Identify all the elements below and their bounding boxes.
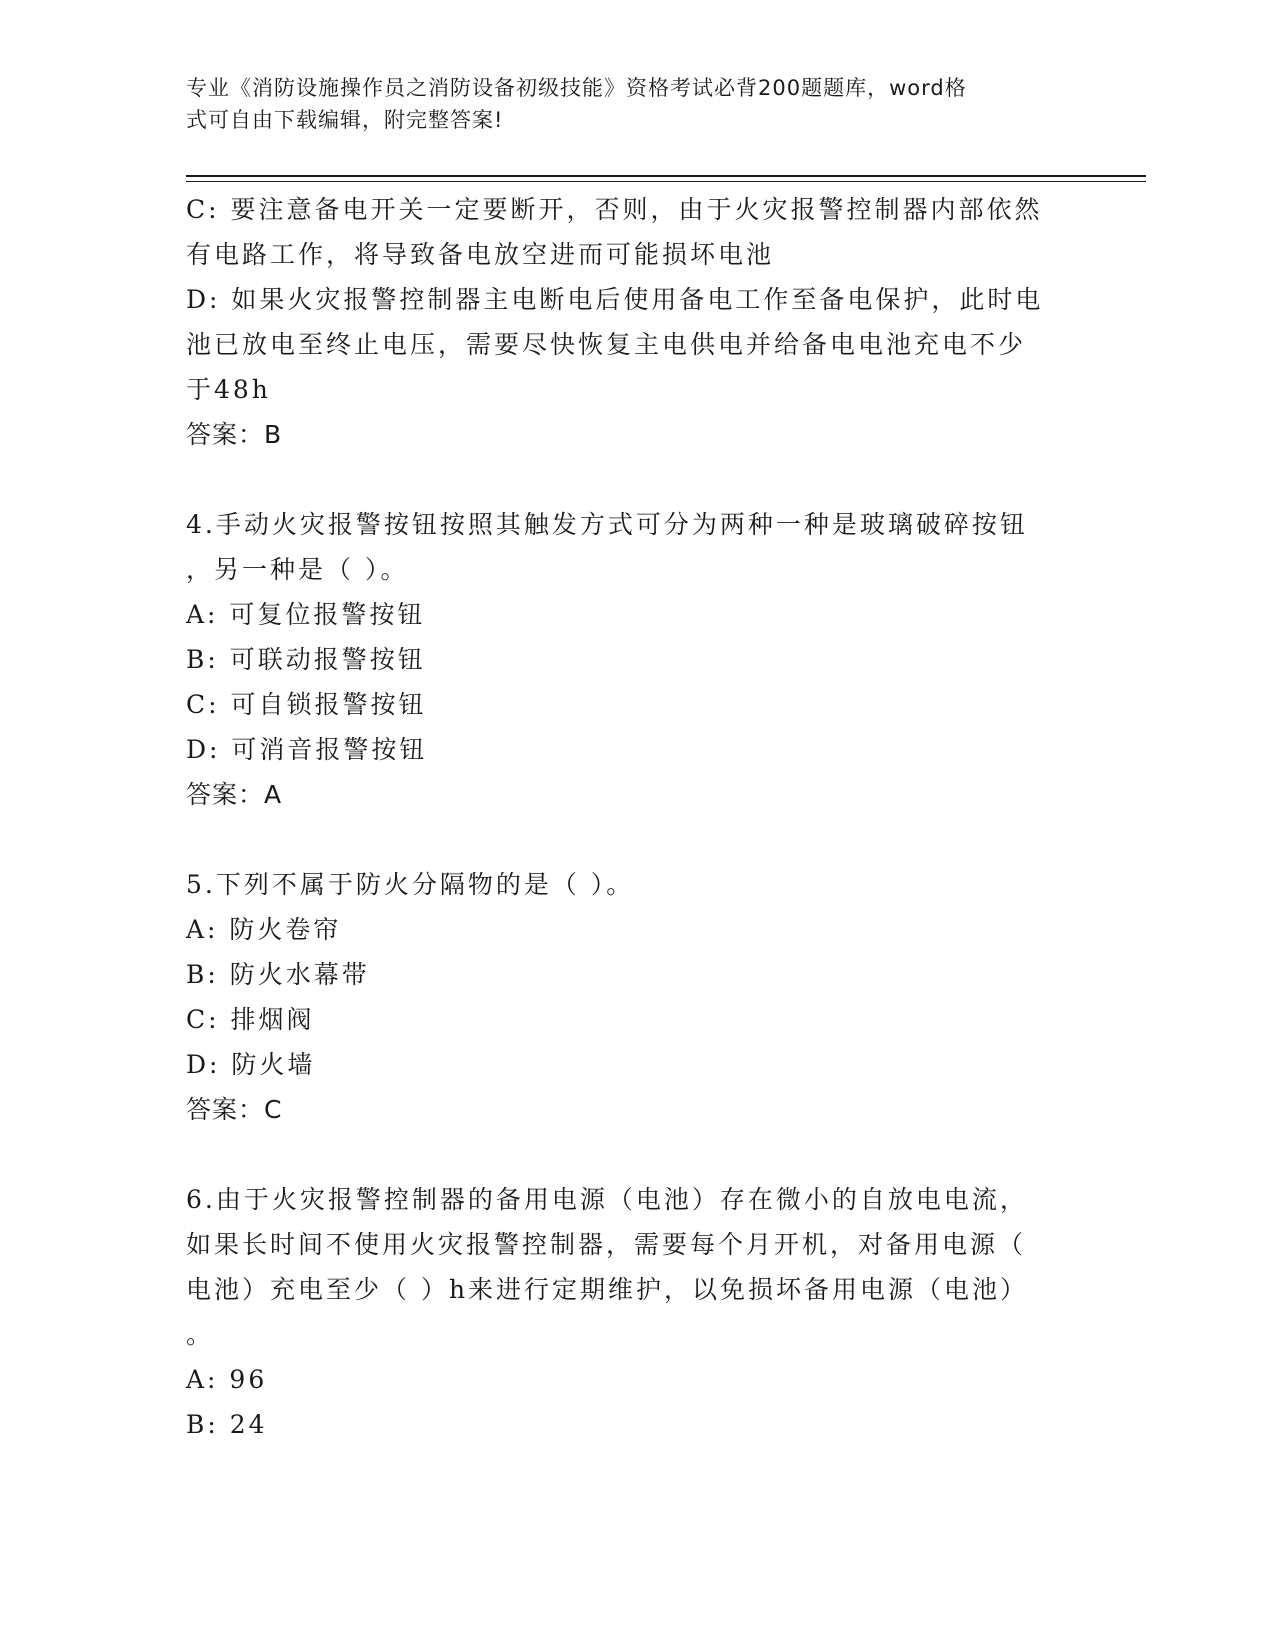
answer-label: 答案：C [186, 1095, 283, 1124]
question-stem-line-1: 6.由于火灾报警控制器的备用电源（电池）存在微小的自放电电流， [186, 1185, 1028, 1214]
answer-label: 答案：B [186, 420, 283, 449]
option-d: D: 可消音报警按钮 [186, 735, 428, 764]
option-c: C: 可自锁报警按钮 [186, 690, 427, 719]
option-d-line-1: D: 如果火灾报警控制器主电断电后使用备电工作至备电保护，此时电 [186, 285, 1044, 314]
question-stem-line-1: 5.下列不属于防火分隔物的是（ ）。 [186, 870, 635, 899]
header-divider-thick [186, 175, 1146, 177]
question-4 [186, 502, 1066, 817]
header-divider-thin [186, 181, 1146, 182]
option-a: A: 96 [186, 1365, 268, 1394]
option-b: B: 可联动报警按钮 [186, 645, 426, 674]
option-d: D: 防火墙 [186, 1050, 316, 1079]
option-d-line-3: 于48h [186, 375, 271, 404]
option-a: A: 可复位报警按钮 [186, 600, 426, 629]
document-header [186, 72, 1066, 136]
option-c-line-1: C: 要注意备电开关一定要断开，否则，由于火灾报警控制器内部依然 [186, 195, 1043, 224]
option-c-line-2: 有电路工作，将导致备电放空进而可能损坏电池 [186, 240, 775, 269]
question-stem-line-3: 电池）充电至少（ ）h来进行定期维护，以免损坏备用电源（电池） [186, 1275, 1029, 1304]
question-spacer [186, 1132, 1066, 1177]
answer-label: 答案：A [186, 780, 283, 809]
header-title-line-1: 专业《消防设施操作员之消防设备初级技能》资格考试必背200题题库，word格 [186, 76, 967, 100]
question-stem-line-1: 4.手动火灾报警按钮按照其触发方式可分为两种一种是玻璃破碎按钮 [186, 510, 1028, 539]
option-d-line-2: 池已放电至终止电压，需要尽快恢复主电供电并给备电电池充电不少 [186, 330, 1027, 359]
question-content [186, 187, 1066, 1447]
question-5 [186, 862, 1066, 1132]
question-stem-line-2: 如果长时间不使用火灾报警控制器，需要每个月开机，对备用电源（ [186, 1230, 1027, 1259]
header-title-line-2: 式可自由下载编辑，附完整答案! [186, 108, 504, 132]
question-spacer [186, 457, 1066, 502]
option-b: B: 防火水幕带 [186, 960, 370, 989]
option-b: B: 24 [186, 1410, 268, 1439]
question-stem-line-2: ，另一种是（ ）。 [186, 555, 409, 584]
question-spacer [186, 817, 1066, 862]
question-3-continued [186, 187, 1066, 457]
question-stem-line-4: 。 [186, 1320, 215, 1349]
question-6 [186, 1177, 1066, 1447]
option-c: C: 排烟阀 [186, 1005, 315, 1034]
option-a: A: 防火卷帘 [186, 915, 342, 944]
